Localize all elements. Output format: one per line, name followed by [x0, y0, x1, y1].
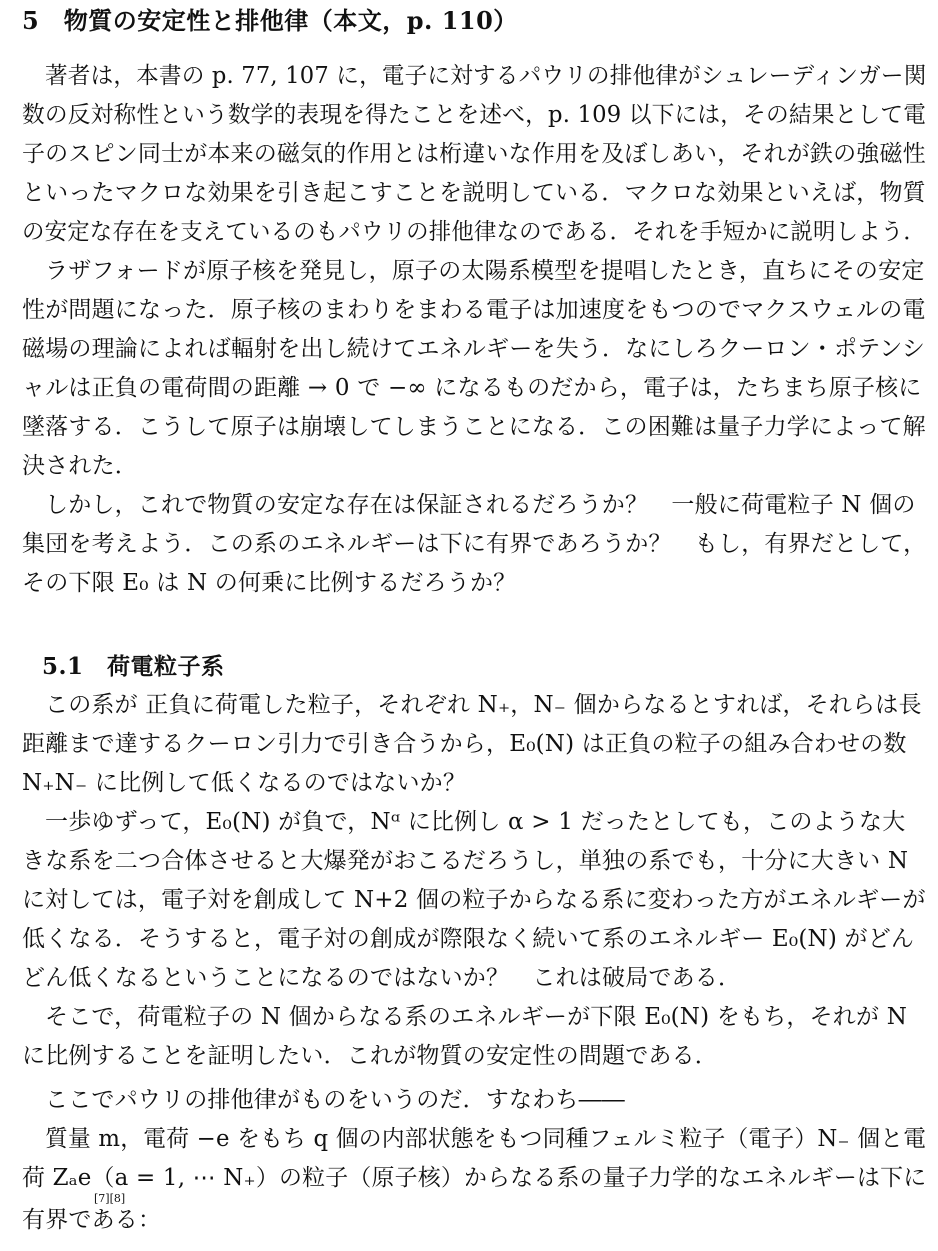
text-line: 磁場の理論によれば輻射を出し続けてエネルギーを失う．なにしろクーロン・ポテンシ: [22, 336, 926, 362]
text-line: この系が 正負に荷電した粒子，それぞれ N₊，N₋ 個からなるとすれば，それらは長: [45, 692, 922, 718]
section-heading: 5 物質の安定性と排他律（本文，p. 110）: [22, 6, 518, 35]
text-line: そこで，荷電粒子の N 個からなる系のエネルギーが下限 E₀(N) をもち，それが N: [45, 1004, 908, 1030]
text-line: 著者は，本書の p. 77, 107 に，電子に対するパウリの排他律がシュレーディンガー関: [45, 63, 927, 89]
text-line: N₊N₋ に比例して低くなるのではないか？: [22, 770, 467, 796]
text-line: 集団を考えよう．この系のエネルギーは下に有界であろうか？ もし，有界だとして，: [22, 531, 927, 557]
text-line: その下限 E₀ は N の何乗に比例するだろうか？: [22, 570, 517, 596]
text-line: 一歩ゆずって，E₀(N) が負で，Nᵅ に比例し α > 1 だったとしても，このような大: [45, 809, 906, 835]
text-line: 質量 m，電荷 −e をもち q 個の内部状態をもつ同種フェルミ粒子（電子）N₋ 個と電: [45, 1126, 927, 1152]
text-line: 有界である：: [22, 1207, 162, 1233]
text-line: ここでパウリの排他律がものをいうのだ．すなわち――: [45, 1087, 625, 1113]
text-line: といったマクロな効果を引き起こすことを説明している．マクロな効果といえば，物質: [22, 180, 926, 206]
subsection-heading: 5.1 荷電粒子系: [42, 653, 225, 680]
citation-reference: [7][8]: [94, 1192, 126, 1205]
text-line: ャルは正負の電荷間の距離 → 0 で −∞ になるものだから，電子は，たちまち原子核に: [22, 375, 922, 401]
text-line: 距離まで達するクーロン引力で引き合うから，E₀(N) は正負の粒子の組み合わせの数: [22, 731, 907, 757]
text-line: 決された．: [22, 453, 138, 479]
text-line: 墜落する．こうして原子は崩壊してしまうことになる．この困難は量子力学によって解: [22, 414, 926, 440]
text-line: どん低くなるということになるのではないか？ これは破局である．: [22, 965, 742, 991]
text-line: 荷 Zₐe（a = 1, ⋯ N₊）の粒子（原子核）からなる系の量子力学的なエネルギーは下に: [22, 1165, 927, 1191]
text-line: の安定な存在を支えているのもパウリの排他律なのである．それを手短かに説明しよう．: [22, 219, 926, 245]
text-line: 低くなる．そうすると，電子対の創成が際限なく続いて系のエネルギー E₀(N) がどん: [22, 926, 915, 952]
text-line: 子のスピン同士が本来の磁気的作用とは桁違いな作用を及ぼしあい，それが鉄の強磁性: [22, 141, 926, 167]
text-line: に比例することを証明したい．これが物質の安定性の問題である．: [22, 1043, 718, 1069]
text-line: ラザフォードが原子核を発見し，原子の太陽系模型を提唱したとき，直ちにその安定: [45, 258, 925, 284]
text-line: 数の反対称性という数学的表現を得たことを述べ，p. 109 以下には，その結果として電: [22, 102, 927, 128]
text-line: 性が問題になった．原子核のまわりをまわる電子は加速度をもつのでマクスウェルの電: [22, 297, 926, 323]
text-line: しかし，これで物質の安定な存在は保証されるだろうか？ 一般に荷電粒子 N 個の: [45, 492, 916, 518]
text-line: に対しては，電子対を創成して N+2 個の粒子からなる系に変わった方がエネルギーが: [22, 887, 926, 913]
text-line: きな系を二つ合体させると大爆発がおこるだろうし，単独の系でも，十分に大きい N: [22, 848, 909, 874]
